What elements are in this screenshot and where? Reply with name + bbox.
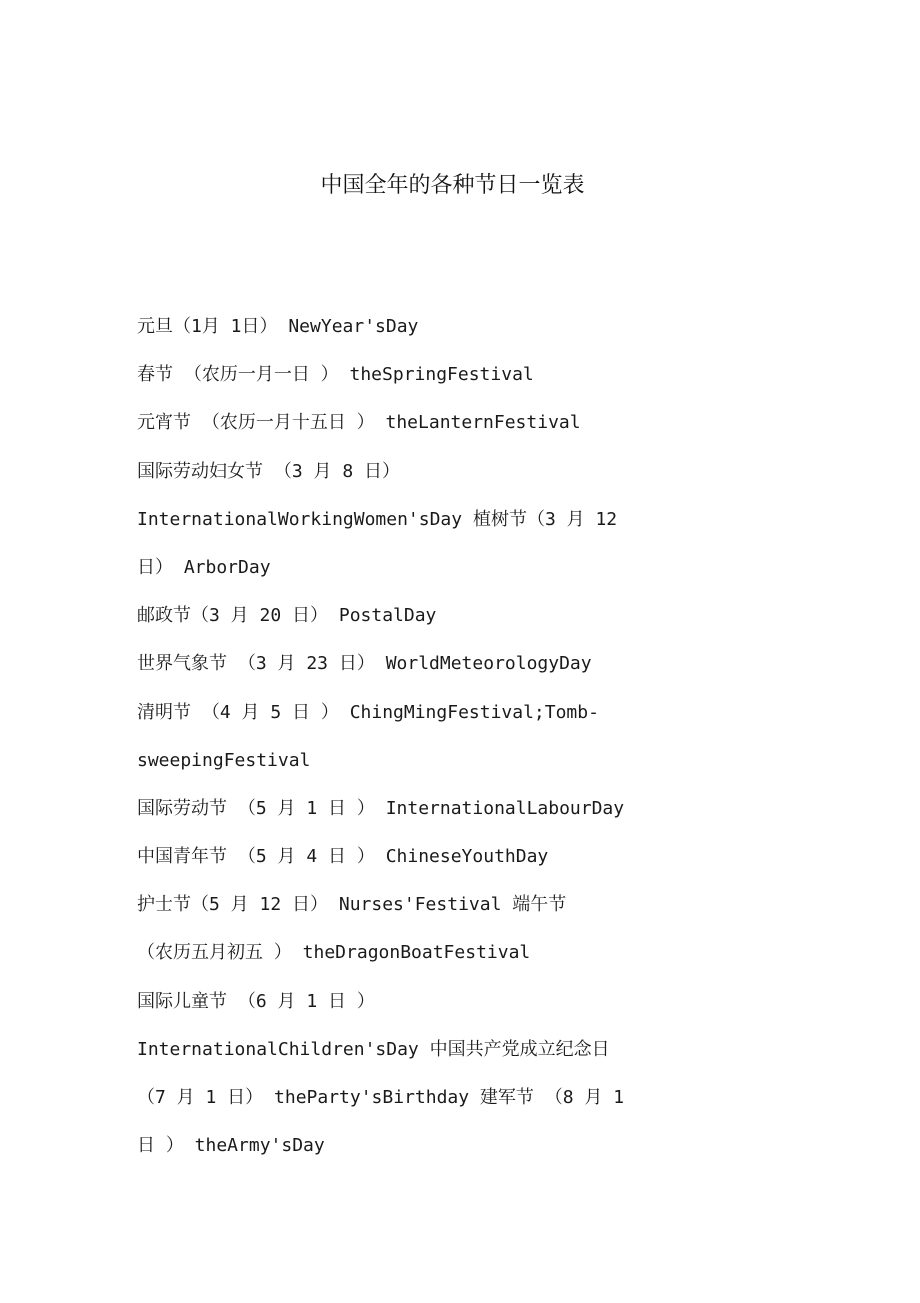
festival-line: 国际劳动妇女节 （3 月 8 日） <box>137 460 401 482</box>
festival-line: 清明节 （4 月 5 日 ） ChingMingFestival;Tomb- <box>137 701 599 723</box>
festival-line: InternationalChildren'sDay 中国共产党成立纪念日 <box>137 1038 610 1060</box>
festival-line: 国际儿童节 （6 月 1 日 ） <box>137 990 375 1012</box>
festival-line: （7 月 1 日） theParty'sBirthday 建军节 （8 月 1 <box>137 1087 625 1108</box>
festival-line: InternationalWorkingWomen'sDay 植树节（3 月 12 <box>137 508 618 530</box>
festival-line: 世界气象节 （3 月 23 日） WorldMeteorologyDay <box>137 653 592 675</box>
festival-line: 日） ArborDay <box>137 556 271 578</box>
festival-line: 国际劳动节 （5 月 1 日 ） InternationalLabourDay <box>137 797 625 819</box>
festival-line: sweepingFestival <box>137 749 311 771</box>
festival-line: 元旦（1月 1日） NewYear'sDay <box>137 316 419 337</box>
festival-line: 春节 （农历一月一日 ） theSpringFestival <box>137 364 534 386</box>
festival-list <box>137 306 697 1173</box>
festival-line: 护士节（5 月 12 日） Nurses'Festival 端午节 <box>137 894 567 916</box>
festival-line: 邮政节（3 月 20 日） PostalDay <box>137 605 437 627</box>
festival-line: 日 ） theArmy'sDay <box>137 1135 325 1157</box>
document-title: 中国全年的各种节日一览表 <box>320 173 585 198</box>
festival-line: 中国青年节 （5 月 4 日 ） ChineseYouthDay <box>137 846 549 868</box>
festival-line: 元宵节 （农历一月十五日 ） theLanternFestival <box>137 412 581 434</box>
festival-line: （农历五月初五 ） theDragonBoatFestival <box>137 942 531 964</box>
